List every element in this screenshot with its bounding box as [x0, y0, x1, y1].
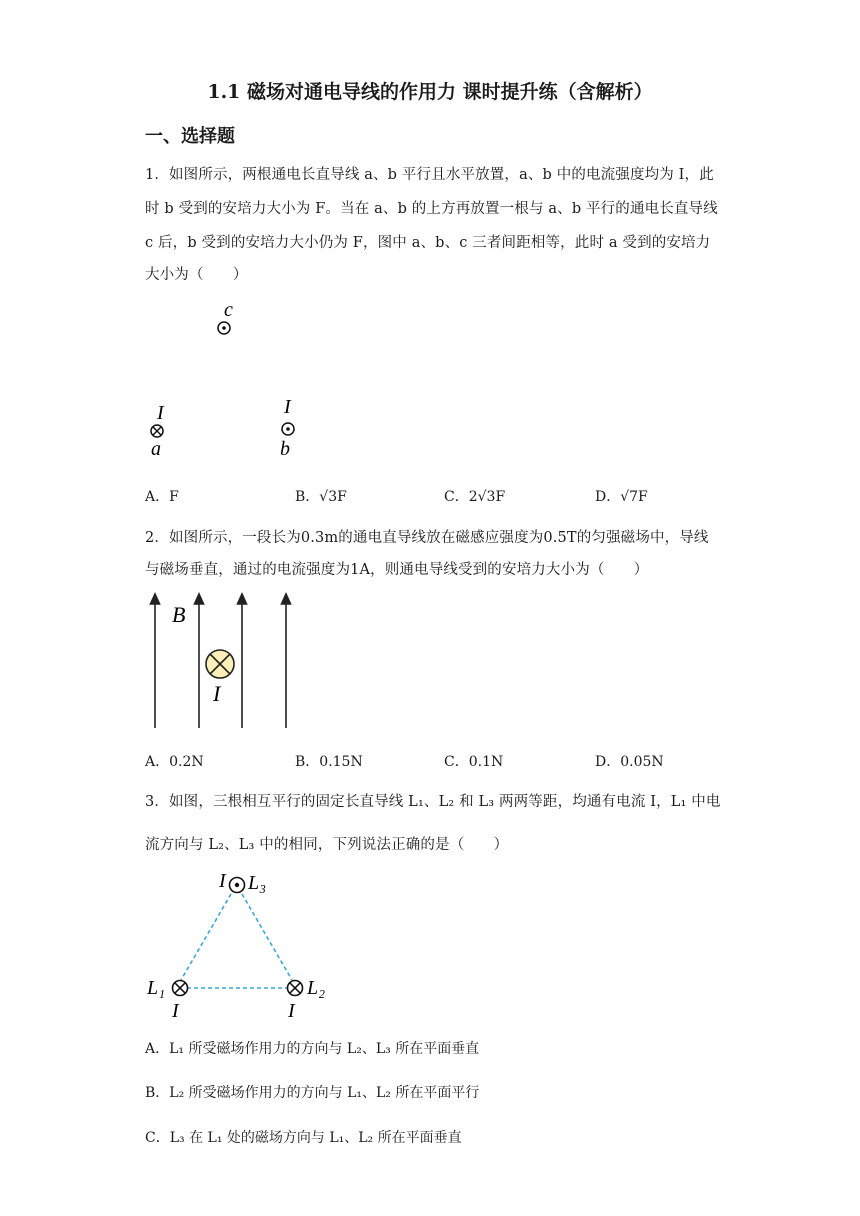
field-arrow-3-icon — [238, 594, 247, 604]
label-L2-current: I — [288, 1000, 295, 1022]
label-L1-current: I — [172, 1000, 179, 1022]
label-c: c — [224, 299, 233, 321]
q3-option-a[interactable]: A．L₁ 所受磁场作用力的方向与 L₂、L₃ 所在平面垂直 — [145, 1041, 480, 1057]
section-heading: 一、选择题 — [145, 126, 235, 147]
page-title: 1.1 磁场对通电导线的作用力 课时提升练（含解析） — [207, 81, 653, 103]
q1-text-line-4: 大小为（ ） — [145, 267, 248, 283]
q1-option-a[interactable]: A．F — [145, 489, 179, 505]
wire-c-dot — [222, 326, 226, 330]
label-b: b — [280, 438, 290, 460]
label-a: a — [151, 438, 161, 460]
q1-figure — [140, 295, 320, 465]
q3-text-line-2: 流方向与 L₂、L₃ 中的相同，下列说法正确的是（ ） — [145, 837, 509, 853]
q2-option-d[interactable]: D．0.05N — [595, 754, 664, 770]
label-b-current: I — [284, 396, 291, 418]
label-L2: L₂ — [307, 977, 326, 999]
q3-figure — [140, 862, 350, 1022]
edge-L3-L1 — [181, 894, 231, 980]
label-a-current: I — [157, 402, 164, 424]
label-L3-current: I — [219, 870, 226, 892]
q2-figure — [140, 590, 310, 732]
q1-option-d[interactable]: D．√7F — [595, 489, 648, 505]
field-arrow-1-icon — [151, 594, 160, 604]
q2-option-b[interactable]: B．0.15N — [295, 754, 363, 770]
q1-text-line-2: 时 b 受到的安培力大小为 F。当在 a、b 的上方再放置一根与 a、b 平行的通电长直导线 — [145, 201, 718, 217]
wire-b-dot — [286, 427, 290, 431]
q1-text-line-1: 1．如图所示，两根通电长直导线 a、b 平行且水平放置，a、b 中的电流强度均为 I，此 — [145, 167, 714, 183]
q2-text-line-2: 与磁场垂直，通过的电流强度为1A，则通电导线受到的安培力大小为（ ） — [145, 562, 649, 578]
field-arrow-2-icon — [195, 594, 204, 604]
label-L3: L₃ — [248, 872, 267, 894]
q3-text-line-1: 3．如图，三根相互平行的固定长直导线 L₁、L₂ 和 L₃ 两两等距，均通有电流 I，L₁ 中电 — [145, 794, 721, 810]
q2-text-line-1: 2．如图所示，一段长为0.3m的通电直导线放在磁感应强度为0.5T的匀强磁场中，导线 — [145, 530, 709, 546]
label-B: B — [172, 602, 186, 627]
q1-option-c[interactable]: C．2√3F — [444, 489, 506, 505]
q2-option-a[interactable]: A．0.2N — [145, 754, 204, 770]
q1-text-line-3: c 后，b 受到的安培力大小仍为 F，图中 a、b、c 三者间距相等，此时 a 受到的安培力 — [145, 235, 711, 251]
q1-option-b[interactable]: B．√3F — [295, 489, 347, 505]
field-arrow-4-icon — [282, 594, 291, 604]
edge-L3-L2 — [242, 894, 292, 980]
label-I: I — [213, 681, 221, 706]
q2-option-c[interactable]: C．0.1N — [444, 754, 504, 770]
q3-option-c[interactable]: C．L₃ 在 L₁ 处的磁场方向与 L₁、L₂ 所在平面垂直 — [145, 1130, 462, 1146]
label-L1: L₁ — [147, 977, 166, 999]
q3-option-b[interactable]: B．L₂ 所受磁场作用力的方向与 L₁、L₂ 所在平面平行 — [145, 1085, 480, 1101]
